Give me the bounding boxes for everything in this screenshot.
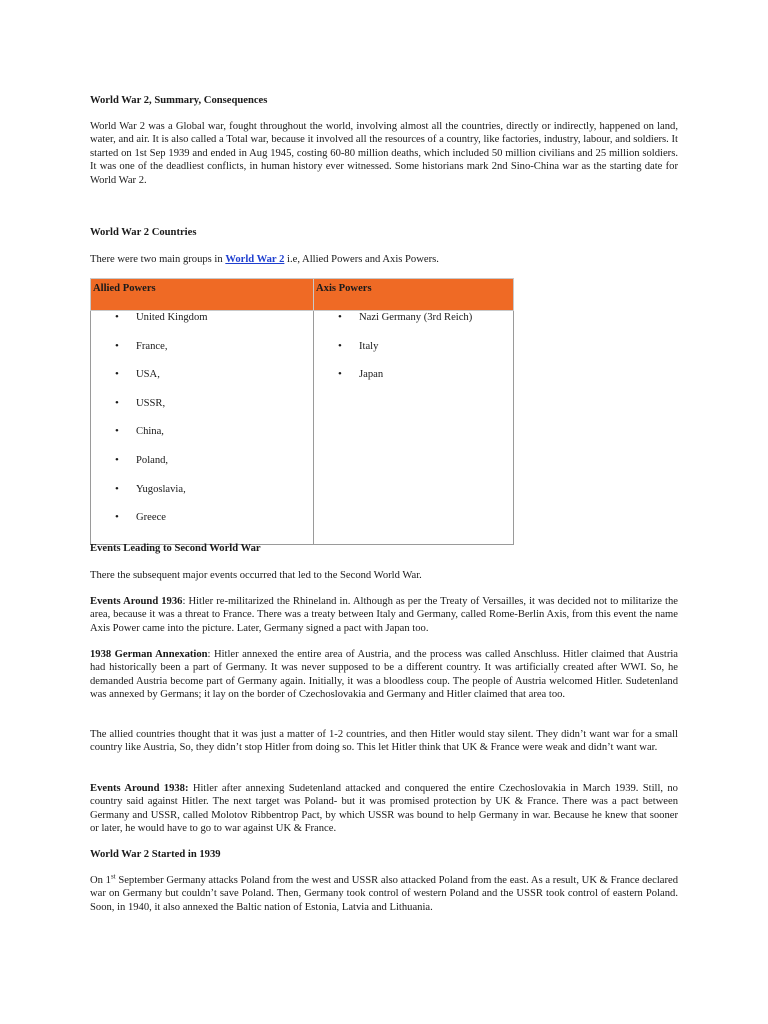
page-title: World War 2, Summary, Consequences <box>90 95 268 106</box>
axis-header: Axis Powers <box>314 279 514 311</box>
axis-cell <box>314 311 514 545</box>
countries-text-after: i.e, Allied Powers and Axis Powers. <box>284 254 439 265</box>
allied-reaction-paragraph: The allied countries thought that it was just a matter of 1-2 countries, and then Hitler would stay silent. They didn’t want war for a small country like Austria, So, they didn’t stop Hitler from doing so. This let Hitler think that UK & France were weak and didn’t want war. <box>90 729 678 754</box>
list-item: • Nazi Germany (3rd Reich) <box>314 311 513 340</box>
list-item: • Yugoslavia, <box>91 483 313 512</box>
events-1938-lead: Events Around 1938: <box>90 783 189 794</box>
list-item: • Japan <box>314 368 513 397</box>
events-1936-paragraph <box>90 595 678 635</box>
list-item: • Greece <box>91 511 313 540</box>
allied-header: Allied Powers <box>91 279 314 311</box>
events-1938-paragraph <box>90 782 678 836</box>
started-text: September Germany attacks Poland from the west and USSR also attacked Poland from the east. As a result, UK & France declared war on Germany but couldn’t save Poland. Then, Germany took control of western Poland and the USSR took control of eastern Poland. Soon, in 1940, it also annexed the Baltic nation of Estonia, Latvia and Lithuania. <box>90 875 678 913</box>
list-item: • USSR, <box>91 397 313 426</box>
events-1936-text: : Hitler re-militarized the Rhineland in. Although as per the Treaty of Versailles, it was decided not to militarize the area, because it was a threat to France. There was a treaty between Italy and Germany, called Rome-Berlin Axis, from this event the name Axis Power came into the picture. Later, Germany signed a pact with Japan too. <box>90 596 678 634</box>
events-1936-lead: Events Around 1936 <box>90 596 183 607</box>
list-item: • Poland, <box>91 454 313 483</box>
list-item: • France, <box>91 340 313 369</box>
events-heading: Events Leading to Second World War <box>90 543 261 554</box>
started-pre: On 1 <box>90 875 111 886</box>
powers-table <box>90 278 514 545</box>
started-heading: World War 2 Started in 1939 <box>90 849 221 860</box>
annexation-text: : Hitler annexed the entire area of Austria, and the process was called Anschluss. Hitler claimed that Austria had historically been a part of Germany. It was never supposed to be a different country. It was artificially created after WWI. So, he demanded Austria become part of Germany again. Initially, it was a bloodless coup. The people of Austria welcomed Hitler. Sudetenland was annexed by Germans; it lay on the border of Czechoslovakia and Germany and Hitler claimed that area too. <box>90 649 678 701</box>
started-paragraph <box>90 874 678 914</box>
list-item: • China, <box>91 425 313 454</box>
ordinal-suffix: st <box>110 872 116 881</box>
annexation-lead: 1938 German Annexation <box>90 649 208 660</box>
axis-list <box>314 311 513 397</box>
allied-cell <box>91 311 314 545</box>
list-item: • Italy <box>314 340 513 369</box>
annexation-paragraph <box>90 648 678 702</box>
list-item: • United Kingdom <box>91 311 313 340</box>
events-intro: There the subsequent major events occurred that led to the Second World War. <box>90 570 422 581</box>
countries-text-before: There were two main groups in <box>90 254 226 265</box>
countries-heading: World War 2 Countries <box>90 227 197 238</box>
allied-list <box>91 311 313 540</box>
list-item: • USA, <box>91 368 313 397</box>
world-war-2-link[interactable]: World War 2 <box>225 254 285 265</box>
intro-paragraph: World War 2 was a Global war, fought throughout the world, involving almost all the countries, directly or indirectly, happened on land, water, and air. It is also called a Total war, because it involved all the resources of a country, like factories, industry, labour, and soldiers. It started on 1st Sep 1939 and ended in Aug 1945, costing 60-80 million deaths, which included 50 million civilians and 25 million soldiers. It was one of the deadliest conflicts, in human history ever witnessed. Some historians mark 2nd Sino-China war as the starting date for World War 2. <box>90 121 678 186</box>
events-1938-text: Hitler after annexing Sudetenland attacked and conquered the entire Czechoslovakia in March 1939. Still, no country said against Hitler. The next target was Poland- but it was promised protection by UK & France. There was a pact between Germany and USSR, called Molotov Ribbentrop Pact, by which USSR was bound to help Germany in war. Because he knew that sooner or later, he would have to go to war against UK & France. <box>90 783 678 835</box>
countries-intro <box>90 253 678 266</box>
